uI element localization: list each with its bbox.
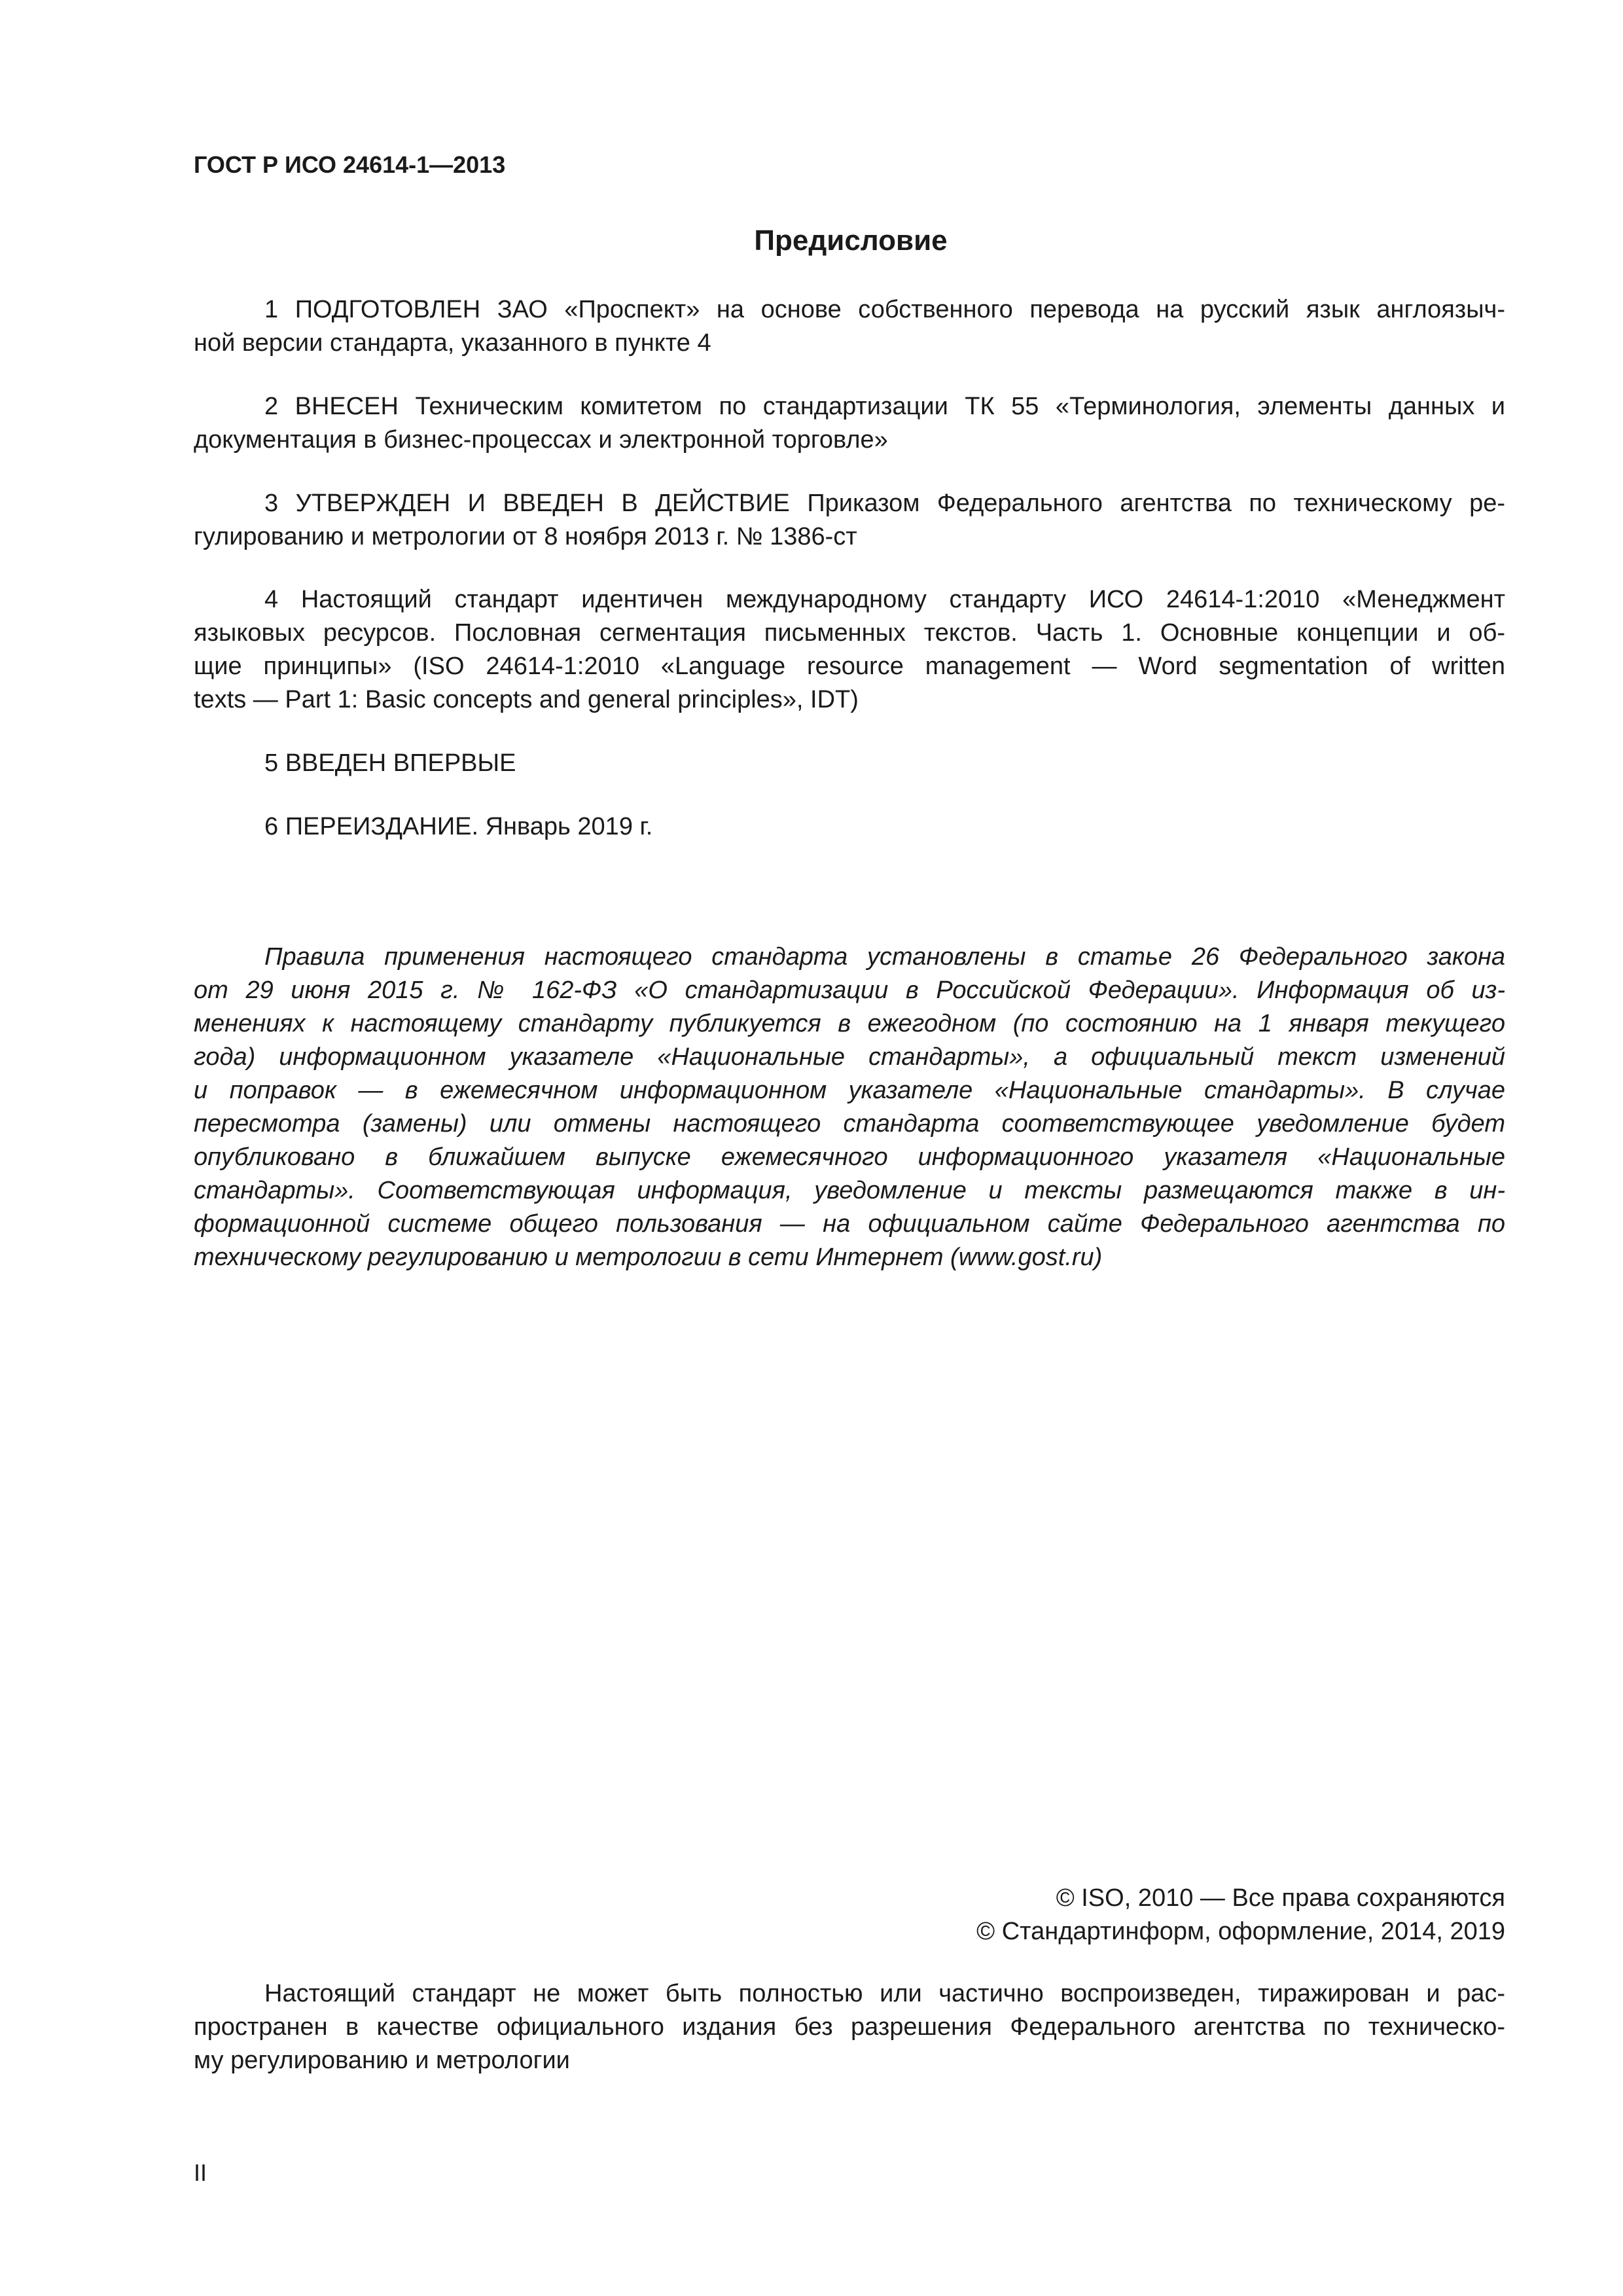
reproduction-notice bbox=[194, 1977, 1505, 2077]
foreword-item-3 bbox=[194, 487, 1505, 554]
page-number: II bbox=[194, 2159, 207, 2186]
notice-line: года) информационном указателе «Национальные стандарты», а официальный текст изменений bbox=[194, 1043, 1505, 1071]
reproduction-line: Настоящий стандарт не может быть полностью или частично воспроизведен, тиражирован и рас- bbox=[264, 1980, 1505, 2007]
foreword-item-line: 2 ВНЕСЕН Техническим комитетом по стандартизации ТК 55 «Терминология, элементы данных и bbox=[264, 393, 1505, 420]
notice-line: формационной системе общего пользования — на официальном сайте Федерального агентства по bbox=[194, 1210, 1505, 1238]
foreword-item-2 bbox=[194, 390, 1505, 457]
notice-line: опубликовано в ближайшем выпуске ежемесячного информационного указателя «Национальные bbox=[194, 1143, 1505, 1171]
foreword-item-1 bbox=[194, 293, 1505, 360]
foreword-item-line: гулированию и метрологии от 8 ноября 2013 г. № 1386-ст bbox=[194, 523, 857, 550]
foreword-item-line: документация в бизнес-процессах и электронной торговле» bbox=[194, 426, 888, 454]
reproduction-line: му регулированию и метрологии bbox=[194, 2047, 570, 2074]
foreword-item-line: языковых ресурсов. Пословная сегментация письменных текстов. Часть 1. Основные концепции и об- bbox=[194, 619, 1505, 647]
foreword-item-6 bbox=[194, 810, 1505, 844]
foreword-item-line: щие принципы» (ISO 24614-1:2010 «Language resource management — Word segmentation of written bbox=[194, 653, 1505, 680]
foreword-item-line: 1 ПОДГОТОВЛЕН ЗАО «Проспект» на основе собственного перевода на русский язык англоязыч- bbox=[264, 296, 1505, 323]
copyright-block bbox=[976, 1882, 1505, 1948]
document-designation: ГОСТ Р ИСО 24614-1—2013 bbox=[194, 151, 506, 178]
notice-line: и поправок — в ежемесячном информационном указателе «Национальные стандарты». В случае bbox=[194, 1077, 1505, 1104]
foreword-item-line: 6 ПЕРЕИЗДАНИЕ. Январь 2019 г. bbox=[264, 813, 653, 840]
notice-line: менениях к настоящему стандарту публикуется в ежегодном (по состоянию на 1 января текущего bbox=[194, 1010, 1505, 1037]
page-title: Предисловие bbox=[754, 224, 948, 257]
notice-line: стандарты». Соответствующая информация, уведомление и тексты размещаются также в ин- bbox=[194, 1177, 1505, 1204]
foreword-item-5 bbox=[194, 747, 1505, 780]
copyright-standartinform: © Стандартинформ, оформление, 2014, 2019 bbox=[976, 1918, 1505, 1945]
notice-line: техническому регулированию и метрологии в сети Интернет (www.gost.ru) bbox=[194, 1244, 1103, 1271]
foreword-item-4 bbox=[194, 583, 1505, 717]
notice-line: пересмотра (замены) или отмены настоящего стандарта соответствующее уведомление будет bbox=[194, 1110, 1505, 1138]
foreword-item-line: ной версии стандарта, указанного в пункте 4 bbox=[194, 329, 711, 357]
foreword-item-line: 5 ВВЕДЕН ВПЕРВЫЕ bbox=[264, 749, 516, 777]
application-rules-notice bbox=[194, 941, 1505, 1274]
notice-line: Правила применения настоящего стандарта установлены в статье 26 Федерального закона bbox=[264, 943, 1505, 971]
foreword-item-line: 4 Настоящий стандарт идентичен международному стандарту ИСО 24614-1:2010 «Менеджмент bbox=[264, 586, 1505, 613]
foreword-item-line: texts — Part 1: Basic concepts and general principles», IDT) bbox=[194, 686, 859, 713]
foreword-item-line: 3 УТВЕРЖДЕН И ВВЕДЕН В ДЕЙСТВИЕ Приказом Федерального агентства по техническому ре- bbox=[264, 490, 1505, 517]
reproduction-line: пространен в качестве официального издания без разрешения Федерального агентства по техническо- bbox=[194, 2013, 1505, 2041]
notice-line: от 29 июня 2015 г. № 162-ФЗ «О стандартизации в Российской Федерации». Информация об из- bbox=[194, 977, 1505, 1004]
copyright-iso: © ISO, 2010 — Все права сохраняются bbox=[1056, 1884, 1505, 1912]
